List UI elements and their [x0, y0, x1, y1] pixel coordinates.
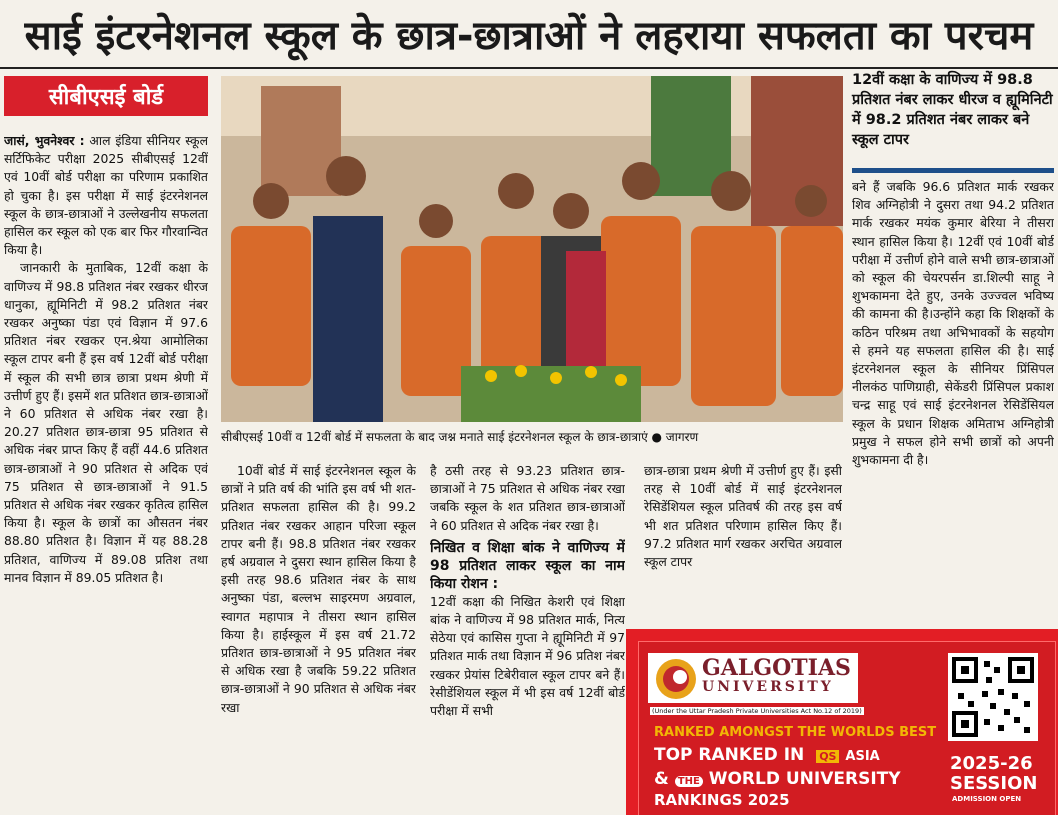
- world-ranking-label: WORLD UNIVERSITY: [708, 769, 901, 789]
- article-para: 10वीं बोर्ड में साई इंटरनेशनल स्कूल के छात्रों ने प्रति वर्ष की भांति इस वर्ष भी शत-प्रतिशत सफलता हासिल की है। 99.2 प्रतिशत नंबर रखकर आहान परिजा स्कूल टापर बनी हैं। 98.8 प्रतिशत नंबर रखकर हर्ष अग्रवाल ने दुसरा स्थान हासिल किया है इसी तरह 98.6 प्रतिशत नंबर के साथ अनुष्का पंडा, बल्लभ साइरमण अग्रवाल, स्वागत महापात्र ने तीसरा स्थान हासिल किया है। हाईस्कूल में इस वर्ष 21.72 प्रतिशत छात्र-छात्राओं ने 95 प्रतिशत नंबर से अधिक रखा है जबकि 59.22 प्रतिशत छात्र-छात्राओं ने 90 प्रतिशत से अधिक नंबर रखा: [221, 463, 416, 715]
- admission-open-label: ADMISSION OPEN: [952, 795, 1022, 803]
- university-logo-box: [648, 653, 858, 703]
- article-para: जानकारी के मुताबिक, 12वीं कक्षा के वाणिज्य में 98.8 प्रतिशत नंबर रखकर धीरज धानुका, ह्यूमिनिटी में 98.2 प्रतिशत नंबर रखकर अनुष्का पंडा एवं विज्ञान में 97.6 प्रतिशत नंबर रखकर एन.श्रेया आमोलिका स्कूल टापर बनी हैं इस वर्ष 12वीं बोर्ड परीक्षा में स्कूल की सभी छात्र छात्रा प्रथम श्रेणी में उत्तीर्ण हुए हैं। इसमें शत प्रतिशत छात्र-छात्राओं ने 60 प्रतिशत से अधिक नंबर रखा है। 20.27 प्रतिशत छात्र-छात्रा 95 प्रतिशत से अधिक नंबर प्राप्त किए हैं वहीं 44.6 प्रतिशत छात्र-छात्राओं ने 90 प्रतिशत से अदिक एवं 75 प्रतिशत से छात्र-छात्राओं ने 91.5 प्रतिशत से अधिक नंबर रखकर कृतित्व हासिल किया है। स्कूल के छात्रों का औसतन नंबर 88.80 प्रतिशत है। विज्ञान में यह 88.28 प्रतिशत, वाणिज्य में 89.08 प्रतिश तथा मानव विज्ञान में 89.05 प्रतिशत है।: [4, 260, 208, 585]
- ad-rank-line: [654, 745, 880, 765]
- galgotias-advertisement[interactable]: [626, 629, 1058, 815]
- the-badge: THE: [675, 776, 703, 787]
- article-para: आल इंडिया सीनियर स्कूल सर्टिफिकेट परीक्षा 2025 सीबीएसई 12वीं एवं 10वीं बोर्ड परीक्षा का परिणाम प्रकाशित हो चुका है। इस परीक्षा में साई इंटरनेशनल स्कूल के छात्र-छात्राओं ने उल्लेखनीय सफलता हासिल कर स्कूल को एक बार फिर गौरवान्वित किया है।: [4, 133, 208, 258]
- brand-name: GALGOTIAS: [702, 655, 851, 681]
- brand-subname: UNIVERSITY: [702, 679, 834, 695]
- qr-code[interactable]: [948, 653, 1038, 741]
- ad-rank-line-2: [654, 769, 901, 789]
- rank-label: TOP RANKED IN: [654, 745, 805, 765]
- article-column-1: [4, 132, 208, 797]
- article-column-3: [430, 462, 625, 807]
- celebration-photo: [221, 76, 843, 422]
- headline: साई इंटरनेशनल स्कूल के छात्र-छात्राओं ने लहराया सफलता का परचम: [24, 12, 1034, 59]
- sidebar-column: [852, 178, 1054, 618]
- qs-badge: QS: [816, 750, 839, 763]
- article-para: बने हैं जबकि 96.6 प्रतिशत मार्क रखकर शिव अग्निहोत्री ने दुसरा तथा 94.2 प्रतिशत मार्क रखकर मयंक कुमार बेरिया ने तीसरा स्थान हासिल किया है। 12वीं एवं 10वीं बोर्ड परीक्षा में उत्तीर्ण होने वाले सभी छात्र-छात्राओं को स्कूल की चेयरपर्सन डा.शिल्पी साहू ने शुभकामना देते हुए, उनके उज्ज्वल भविष्य की कामना की है।उन्होंने कहा कि शिक्षकों के कठिन परिश्रम तथा अभिभावकों के सहयोग से हमने यह सफलता हासिल की है। साई इंटरनेशनल स्कूल के सीनियर प्रिंसिपल नीलकंठ पाणिग्राही, सेकेंडरी प्रिंसिपल प्रकाश चन्द्र साहू एवं साई इंटरनेशनल रेसिडेंसियल स्कूल के प्रधान शिक्षक अमिताभ अग्निहोत्री प्रमुख ने सफल होने सभी छात्रों को अपनी शुभकामना दी है।: [852, 179, 1054, 468]
- article-subhead: निखित व शिक्षा बांक ने वाणिज्य में 98 प्रतिशत लाकर स्कूल का नाम किया रोशन :: [430, 539, 625, 592]
- session-label: SESSION: [950, 773, 1038, 794]
- asia-label: ASIA: [845, 749, 880, 764]
- session-year: 2025-26: [950, 753, 1033, 774]
- article-para: छात्र-छात्रा प्रथम श्रेणी में उत्तीर्ण हुए हैं। इसी तरह से 10वीं बोर्ड में साई इंटरनेशनल रेसिडेंशियल स्कूल प्रतिवर्ष की तरह इस वर्ष भी शत प्रतिशत परिणाम हासिल किए हैं। 97.2 प्रतिशत मार्ग रखकर अरचित अग्रवाल स्कूल टापर: [644, 463, 842, 570]
- brand-note: (Under the Uttar Pradesh Private Universities Act No.12 of 2019): [652, 707, 862, 715]
- ad-tagline: RANKED AMONGST THE WORLDS BEST: [654, 725, 937, 740]
- article-para: है ठसी तरह से 93.23 प्रतिशत छात्र-छात्राओं ने 75 प्रतिशत से अधिक नंबर रखा जबकि स्कूल के शत प्रतिशत छात्र-छात्राओं ने 60 प्रतिशत से अदिक नंबर रखा है।: [430, 463, 625, 533]
- students-group-image: [221, 76, 843, 422]
- article-column-2: [221, 462, 416, 807]
- ad-rank-year: RANKINGS 2025: [654, 791, 790, 809]
- amp-label: &: [654, 769, 669, 789]
- sidebar-rule: [852, 168, 1054, 173]
- sidebar-highlight: 12वीं कक्षा के वाणिज्य में 98.8 प्रतिशत नंबर लाकर धीरज व ह्यूमिनिटी में 98.2 प्रतिशत नंबर लाकर बने स्कूल टापर: [852, 72, 1053, 148]
- dateline: जासं, भुवनेश्वर :: [4, 133, 85, 148]
- article-para: 12वीं कक्षा की निखित केशरी एवं शिक्षा बांक ने वाणिज्य में 98 प्रतिशत मार्क, नित्य सेठेया एवं कासिस गुप्ता ने ह्यूमिनिटी में 97 प्रतिशत मार्क तथा विज्ञान में 96 प्रतिश नंबर रखकर प्रेयांस टिबेरीवाल स्कूल टापर बने हैं। रेसीडेंशियल स्कूल में भी इस वर्ष 12वीं बोर्ड परीक्षा में सभी: [430, 593, 625, 719]
- headline-rule: [0, 67, 1058, 69]
- article-column-4: [644, 462, 842, 622]
- university-emblem-icon: [654, 657, 698, 701]
- section-badge: सीबीएसई बोर्ड: [4, 76, 208, 116]
- photo-caption: सीबीएसई 10वीं व 12वीं बोर्ड में सफलता के बाद जश्न मनाते साई इंटरनेशनल स्कूल के छात्र-छात्राएं ● जागरण: [221, 430, 699, 444]
- qr-code-icon: [948, 653, 1038, 741]
